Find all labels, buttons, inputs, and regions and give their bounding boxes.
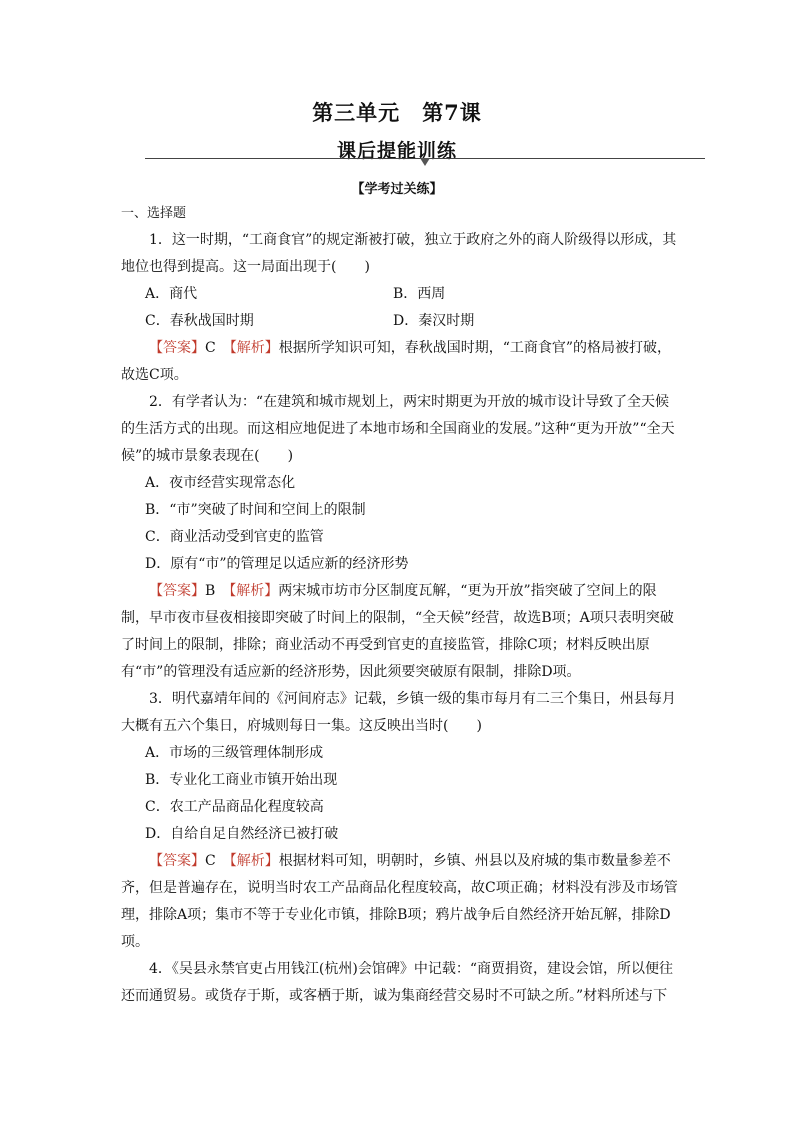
question-3-stem: 3．明代嘉靖年间的《河间府志》记载，乡镇一级的集市每月有二三个集日，州县每月大概有五六个集日，府城则每日一集。这反映出当时( ): [121, 691, 676, 734]
page-subtitle: 课后提能训练: [336, 140, 457, 162]
question-2-option-c: C．商业活动受到官吏的监管: [145, 529, 324, 545]
question-1-stem: 1．这一时期，“工商食官”的规定渐被打破，独立于政府之外的商人阶级得以形成，其地位也得到提高。这一局面出现于( ): [121, 232, 677, 275]
question-1-answer: [121, 335, 681, 389]
analysis-tag: 【解析】: [229, 853, 279, 869]
question-2-answer: [121, 578, 681, 686]
analysis-tag: 【解析】: [229, 340, 279, 356]
analysis-text: 根据材料可知，明朝时，乡镇、州县以及府城的集市数量参差不齐，但是普遍存在，说明当时农工产品商品化程度较高，故C项正确；材料没有涉及市场管理，排除A项；集市不等于专业化市镇，排除B项；鸦片战争后自然经济开始瓦解，排除D项。: [121, 853, 678, 950]
unit-title: 第三单元: [312, 100, 401, 125]
question-4-stem: 4．《吴县永禁官吏占用钱江(杭州)会馆碑》中记载：“商贾捐资，建设会馆，所以便往还而通贸易。或货存于斯，或客栖于斯，诚为集商经营交易时不可缺之所。”材料所述与下: [121, 961, 673, 1004]
question-type-heading: 一、选择题: [121, 206, 187, 221]
lesson-title: 第7课: [422, 100, 482, 125]
answer-tag: 【答案】: [149, 583, 205, 599]
answer-tag: 【答案】: [149, 853, 205, 869]
rule-triangle-icon: [420, 158, 430, 166]
question-1-option-b: B．西周: [393, 286, 446, 302]
question-1-option-d: D．秦汉时期: [393, 313, 475, 329]
analysis-text: 两宋城市坊市分区制度瓦解，“更为开放”指突破了空间上的限制，早市夜市昼夜相接即突破了时间上的限制，“全天候”经营，故选B项；A项只表明突破了时间上的限制，排除；商业活动不再受到官吏的直接监管，排除C项；材料反映出原有“市”的管理没有适应新的经济形势，因此须要突破原有限制，排除D项。: [121, 583, 674, 680]
question-2-option-a: A．夜市经营实现常态化: [145, 475, 296, 491]
answer-value: B: [205, 583, 216, 599]
analysis-tag: 【解析】: [229, 583, 279, 599]
question-1-option-a: A．商代: [145, 286, 198, 302]
analysis-text: 根据所学知识可知，春秋战国时期，“工商食官”的格局被打破，故选C项。: [121, 340, 672, 383]
page-title: [0, 97, 794, 127]
question-3-option-b: B．专业化工商业市镇开始出现: [145, 772, 338, 788]
questions-body: [121, 200, 681, 1010]
section-heading: 【学考过关练】: [351, 182, 443, 197]
question-3-option-c: C．农工产品商品化程度较高: [145, 799, 324, 815]
question-2-stem: 2．有学者认为：“在建筑和城市规划上，两宋时期更为开放的城市设计导致了全天候的生活方式的出现。而这相应地促进了本地市场和全国商业的发展。”这种“更为开放”“全天候”的城市景象表现在( ): [121, 394, 675, 464]
question-3-answer: [121, 848, 681, 956]
question-3-option-d: D．自给自足自然经济已被打破: [145, 826, 339, 842]
question-2-option-d: D．原有“市”的管理足以适应新的经济形势: [145, 556, 409, 572]
question-2-option-b: B．“市”突破了时间和空间上的限制: [145, 502, 366, 518]
answer-value: C: [205, 853, 216, 869]
question-1-options-row-2: [121, 308, 681, 335]
question-3-option-a: A．市场的三级管理体制形成: [145, 745, 324, 761]
answer-tag: 【答案】: [149, 340, 205, 356]
answer-value: C: [205, 340, 216, 356]
question-1-option-c: C．春秋战国时期: [145, 313, 254, 329]
question-1-options-row-1: [121, 281, 681, 308]
